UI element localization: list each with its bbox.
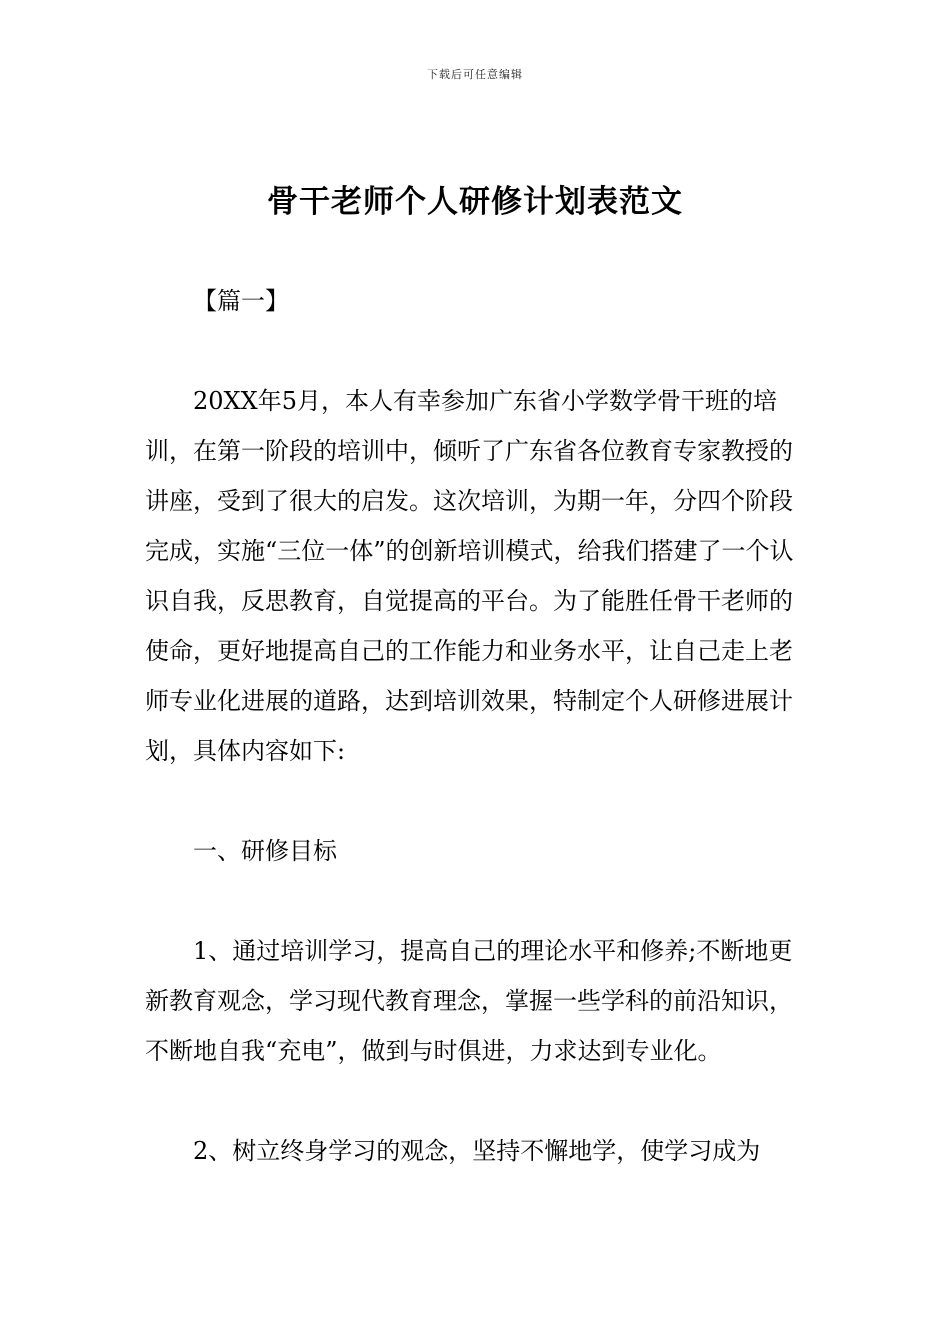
spacer bbox=[145, 326, 807, 376]
document-title: 骨干老师个人研修计划表范文 bbox=[267, 184, 683, 220]
section-label: 【篇一】 bbox=[193, 287, 289, 315]
section-heading: 一、研修目标 bbox=[193, 837, 337, 865]
list-item-2: 2、树立终身学习的观念，坚持不懈地学，使学习成为 bbox=[193, 1137, 761, 1165]
page-header-note: 下载后可任意编辑 bbox=[427, 68, 523, 81]
intro-paragraph: 20XX年5月，本人有幸参加广东省小学数学骨干班的培训，在第一阶段的培训中，倾听了广东省各位教育专家教授的讲座，受到了很大的启发。这次培训，为期一年，分四个阶段完成，实施“三位一体”的创新培训模式，给我们搭建了一个认识自我，反思教育，自觉提高的平台。为了能胜任骨干老师的使命，更好地提高自己的工作能力和业务水平，让自己走上老师专业化进展的道路，达到培训效果，特制定个人研修进展计划，具体内容如下: bbox=[145, 387, 794, 765]
spacer bbox=[145, 876, 807, 926]
spacer bbox=[145, 1076, 807, 1126]
list-item-1: 1、通过培训学习，提高自己的理论水平和修养;不断地更新教育观念，学习现代教育理念，掌握一些学科的前沿知识，不断地自我“充电”，做到与时俱进，力求达到专业化。 bbox=[145, 937, 793, 1065]
spacer bbox=[145, 776, 807, 826]
document-body bbox=[145, 276, 807, 1176]
